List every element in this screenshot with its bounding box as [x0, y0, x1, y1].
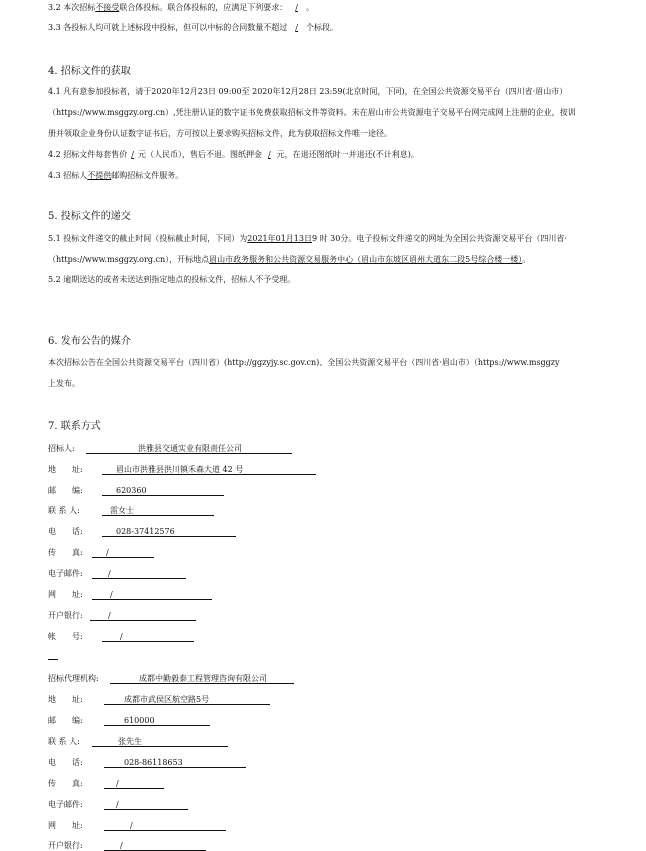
section-5-title: 5. 投标文件的递交: [48, 211, 131, 222]
field-label: 网 址:: [48, 590, 83, 599]
contact-row: [48, 589, 212, 600]
contact-row: [48, 631, 194, 642]
clause-text: 3.2 本次招标: [48, 3, 96, 12]
clause-text: 3.3 各投标人均可就上述标段中投标，但可以中标的合同数量不超过: [48, 23, 288, 32]
clause-text: （https://www.msggzy.org.cn），开标地点: [48, 255, 210, 264]
contact-row: [48, 568, 186, 579]
field-value: /: [104, 840, 206, 851]
field-label: 联 系 人:: [48, 506, 80, 515]
field-label: 网 址:: [48, 821, 83, 830]
field-value: /: [104, 820, 226, 831]
field-value: /: [92, 547, 154, 558]
consortium-value: 不接受: [95, 3, 120, 12]
clause-3-3: [48, 22, 338, 33]
clause-5-1-line1: [48, 233, 567, 244]
field-value: 028-37412576: [102, 526, 236, 537]
field-label: 电子邮件:: [48, 800, 83, 809]
clause-text: 。: [522, 255, 531, 264]
contact-row: [48, 443, 292, 454]
contact-row: [48, 610, 196, 621]
field-value: /: [92, 589, 212, 600]
field-value: 洪雅县交通实业有限责任公司: [86, 443, 292, 454]
clause-text: 4.2 招标文件每套售价: [48, 150, 128, 159]
contact-row: [48, 778, 164, 789]
clause-text: 元（人民币），售后不退。图纸押金: [137, 150, 262, 159]
mail-order-value: 不提供: [87, 171, 112, 180]
field-value: 610000: [104, 715, 210, 726]
field-label: 电 话:: [48, 758, 83, 767]
max-lots-value: /: [295, 23, 298, 32]
contact-row: [48, 799, 188, 810]
field-label: 联 系 人:: [48, 737, 80, 746]
clause-text: 元，在退还图纸时一并退还(不计利息)。: [276, 150, 419, 159]
field-value: 028-86118653: [104, 757, 246, 768]
field-value: 张先生: [92, 736, 228, 747]
clause-text: 4.3 招标人: [48, 171, 88, 180]
field-label: 传 真:: [48, 779, 83, 788]
field-value: /: [102, 631, 194, 642]
clause-4-1-line2: （https://www.msggzy.org.cn）,凭注册认证的数字证书免费获取招标文件等资料。未在眉山市公共资源电子交易平台网完成网上注册的企业，按训: [48, 108, 576, 117]
field-value: /: [92, 568, 186, 579]
media-line1: 本次招标公告在全国公共资源交易平台（四川省）(http://ggzyjy.sc.gov.cn)、全国公共资源交易平台（四川省·眉山市）（https://www.msggzy: [48, 358, 560, 367]
contact-row: [48, 464, 316, 475]
contact-row: [48, 820, 226, 831]
deposit-value: /: [267, 150, 271, 159]
clause-4-1-line1: 4.1 凡有意参加投标者，请于2020年12月23日 09:00至 2020年12月28日 23:59(北京时间，下同)，在全国公共资源交易平台（四川省·眉山市）: [48, 87, 568, 96]
section-4-title: 4. 招标文件的获取: [48, 66, 131, 77]
contact-row: [48, 715, 210, 726]
price-value: /: [131, 150, 134, 159]
field-label: 开户银行:: [48, 611, 83, 620]
media-line2: 上发布。: [48, 379, 80, 388]
field-label: 地 址:: [48, 465, 83, 474]
section-6-title: 6. 发布公告的媒介: [48, 336, 131, 347]
field-label: 帐 号:: [48, 632, 83, 641]
field-value: /: [104, 799, 188, 810]
contact-row: [48, 840, 206, 851]
clause-4-2: [48, 149, 419, 160]
contact-row: [48, 673, 294, 684]
field-label: 招标人:: [48, 444, 75, 453]
clause-3-2: [48, 2, 314, 13]
clause-text: 。: [305, 3, 314, 12]
field-value: /: [90, 610, 196, 621]
field-value: /: [104, 778, 164, 789]
contact-row: [48, 505, 214, 516]
field-label: 电 话:: [48, 527, 83, 536]
field-label: 地 址:: [48, 695, 83, 704]
contact-row: [48, 526, 236, 537]
field-value: 成都市武侯区航空路5号: [104, 694, 270, 705]
field-value: 成都中勤毅泰工程管理咨询有限公司: [110, 673, 294, 684]
field-value: 雷女士: [102, 505, 214, 516]
clause-4-3: [48, 170, 183, 181]
field-label: 开户银行:: [48, 841, 83, 850]
opening-location: 眉山市政务服务和公共资源交易服务中心（眉山市东坡区眉州大道东二段5号综合楼一楼）: [209, 255, 523, 264]
field-label: 传 真:: [48, 548, 83, 557]
clause-4-1-line3: 册并领取企业身份认证数字证书后，方可按以上要求购买招标文件，此为获取招标文件唯一途径。: [48, 129, 392, 138]
contact-row: [48, 757, 246, 768]
clause-text: 个标段。: [305, 23, 338, 32]
clause-text: 邮购招标文件服务。: [111, 171, 184, 180]
clause-5-2: 5.2 逾期送达的或者未送达到指定地点的投标文件，招标人不予受理。: [48, 275, 296, 284]
clause-text: 9 时 30分。电子投标文件递交的网址为全国公共资源交易平台（四川省·: [311, 234, 567, 243]
contact-row: [48, 485, 224, 496]
field-label: 电子邮件:: [48, 569, 83, 578]
field-value: 眉山市洪雅县洪川镇禾森大道 42 号: [102, 464, 316, 475]
section-7-title: 7. 联系方式: [48, 421, 101, 432]
contact-row: [48, 736, 228, 747]
clause-5-1-line2: [48, 254, 530, 265]
field-label: 邮 编:: [48, 486, 83, 495]
field-value: 620360: [102, 485, 224, 496]
deadline-date: 2021年01月13日: [247, 234, 312, 243]
field-label: 邮 编:: [48, 716, 83, 725]
divider: [48, 659, 58, 660]
clause-text: 5.1 投标文件递交的截止时间（投标截止时间，下同）为: [48, 234, 248, 243]
contact-row: [48, 547, 154, 558]
field-label: 招标代理机构:: [48, 674, 99, 683]
consortium-req-value: /: [295, 3, 298, 12]
contact-row: [48, 694, 270, 705]
clause-text: 联合体投标。联合体投标的，应满足下列要求：: [119, 3, 288, 12]
